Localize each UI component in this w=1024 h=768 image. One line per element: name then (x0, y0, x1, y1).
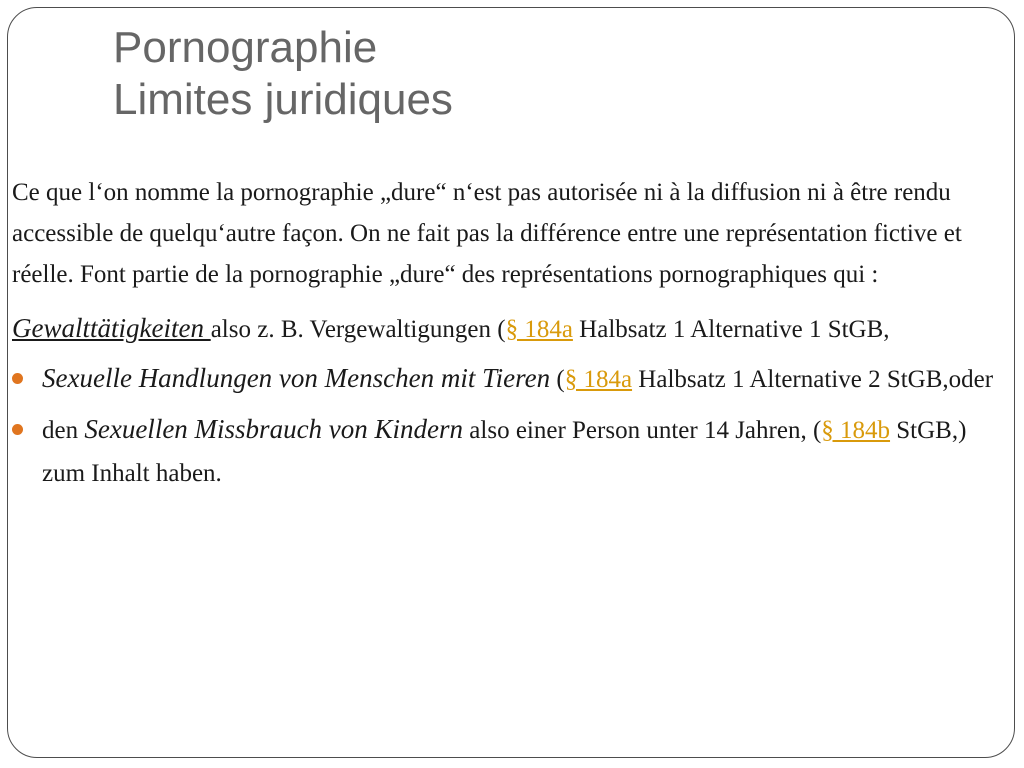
bullet-text-1: also einer Person unter 14 Jahren, ( (463, 417, 822, 444)
bullet-dot-icon (12, 373, 23, 384)
bullet-italic: Sexuelle Handlungen von Menschen mit Tieren (42, 363, 551, 393)
title-line-2: Limites juridiques (113, 75, 453, 124)
bullet-text-2: Halbsatz 1 Alternative 2 StGB,oder (632, 366, 994, 393)
statute-link-184a[interactable]: § 184a (564, 366, 633, 393)
violence-paragraph (12, 307, 1010, 351)
list-item (12, 357, 1010, 401)
slide-body (12, 172, 1010, 502)
intro-paragraph: Ce que l‘on nomme la pornographie „dure“ n‘est pas autorisée ni à la diffusion ni à être rendu accessible de quelqu‘autre façon. On ne fait pas la différence entre une représentation fictive et réelle. Font partie de la pornographie „dure“ des représentations pornographiques qui : (12, 179, 962, 288)
title-line-1: Pornographie (113, 23, 378, 72)
bullet-text-2: StGB,) zum Inhalt haben. (42, 417, 967, 487)
statute-link-184a[interactable]: § 184a (505, 316, 573, 343)
bullet-list (12, 357, 1010, 495)
violence-text-2: Halbsatz 1 Alternative 1 StGB, (572, 316, 890, 343)
bullet-text-1: ( (550, 366, 565, 393)
bullet-lead: den (42, 417, 85, 444)
list-item (12, 408, 1010, 495)
bullet-italic: Sexuellen Missbrauch von Kindern (84, 414, 464, 444)
slide-title (113, 22, 453, 126)
violence-text-1: also z. B. Vergewaltigungen ( (210, 316, 506, 343)
violence-heading: Gewalttätigkeiten (12, 313, 211, 343)
statute-link-184b[interactable]: § 184b (821, 417, 891, 444)
bullet-dot-icon (12, 424, 23, 435)
